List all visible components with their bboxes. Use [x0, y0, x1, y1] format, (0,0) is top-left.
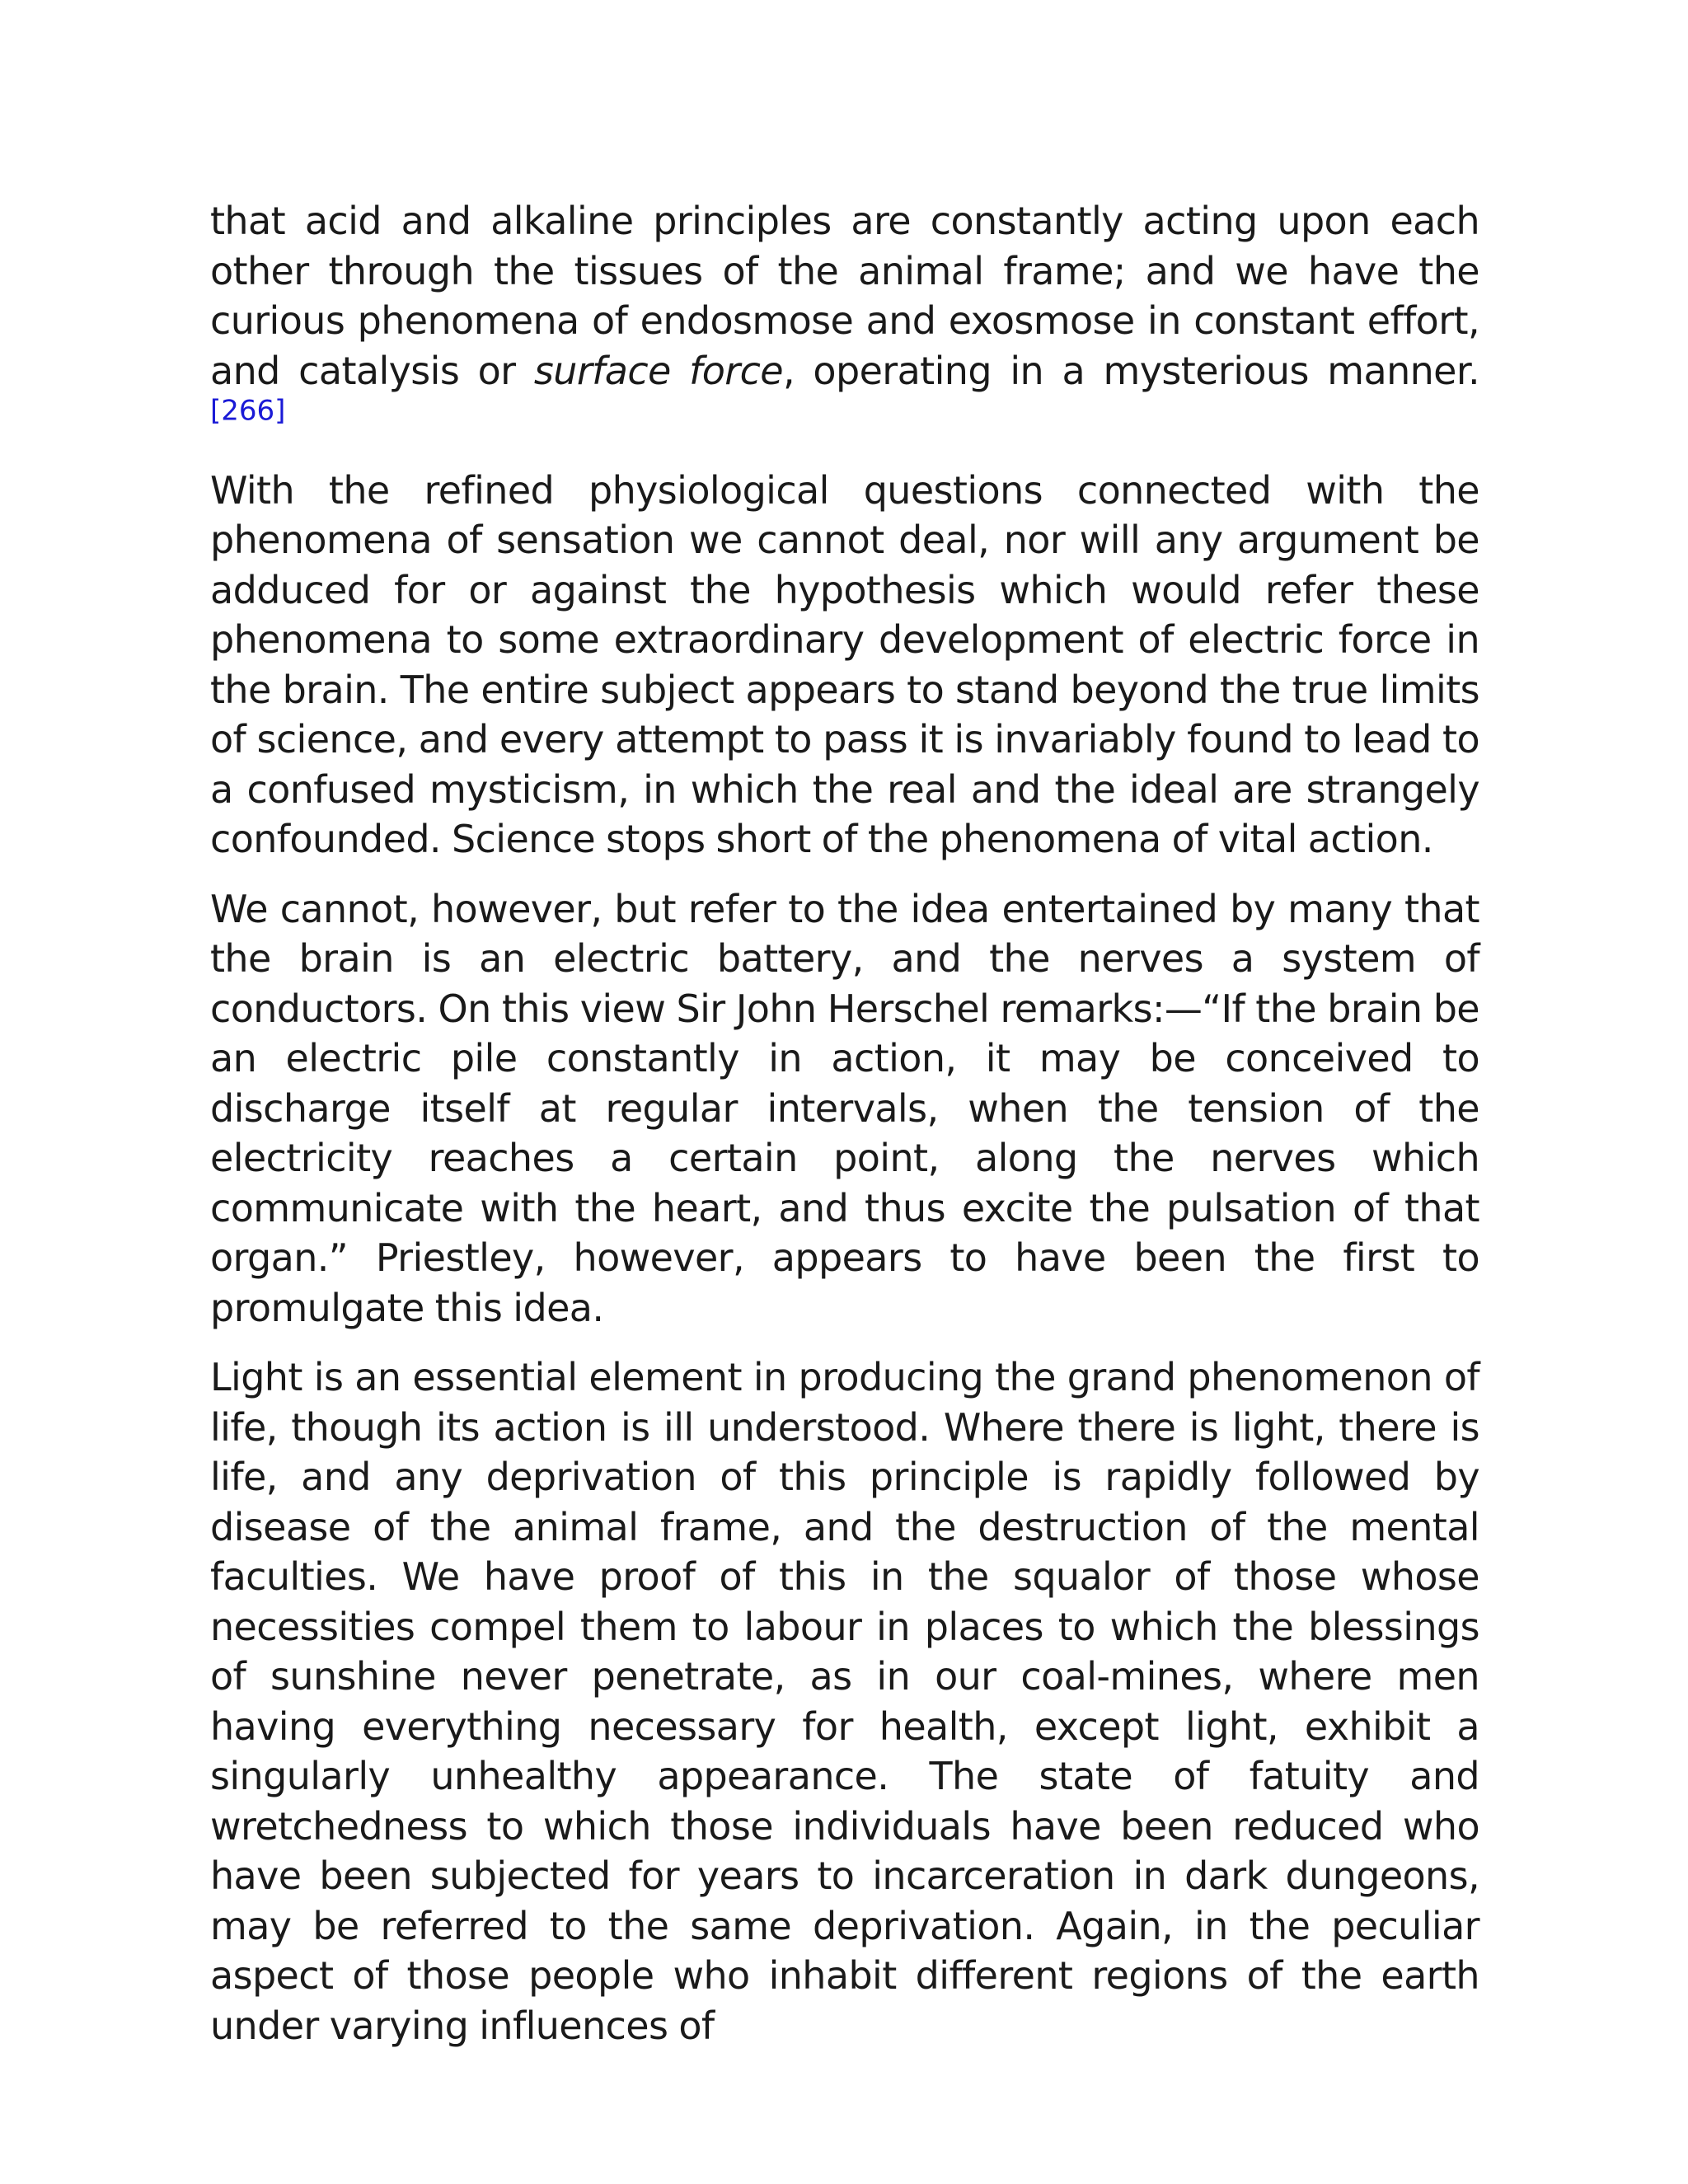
paragraph-1	[210, 196, 1479, 446]
paragraph-1-text-end: , operating in a mysterious manner.	[782, 348, 1479, 393]
paragraph-2: With the refined physiological questions connected with the phenomena of sensation we cannot deal, nor will any argument be adduced for or against the hypothesis which would refer these phenomena to some extraordinary development of electric force in the brain. The entire subject appears to stand beyond the true limits of science, and every attempt to pass it is invariably found to lead to a confused mysticism, in which the real and the ideal are strangely confounded. Science stops short of the phenomena of vital action.	[210, 467, 1479, 861]
italic-phrase: surface force	[533, 348, 783, 393]
paragraph-4: Light is an essential element in producing the grand phenomenon of life, though its action is ill understood. Where there is light, there is life, and any deprivation of this principle is rapidly followed by disease of the animal frame, and the destruction of the mental faculties. We have proof of this in the squalor of those whose necessities compel them to labour in places to which the blessings of sunshine never penetrate, as in our coal-mines, where men having everything necessary for health, except light, exhibit a singularly unhealthy appearance. The state of fatuity and wretchedness to which those individuals have been reduced who have been subjected for years to incarceration in dark dungeons, may be referred to the same deprivation. Again, in the peculiar aspect of those people who inhabit different regions of the earth under varying influences of	[210, 1355, 1479, 2048]
page-body	[210, 196, 1479, 2070]
footnote-link[interactable]: [266]	[210, 394, 286, 428]
paragraph-3: We cannot, however, but refer to the idea entertained by many that the brain is an electric battery, and the nerves a system of conductors. On this view Sir John Herschel remarks:—“If the brain be an electric pile constantly in action, it may be conceived to discharge itself at regular intervals, when the tension of the electricity reaches a certain point, along the nerves which communicate with the heart, and thus excite the pulsation of that organ.” Priestley, however, appears to have been the first to promulgate this idea.	[210, 886, 1479, 1330]
paragraph-1-text-start: that acid and alkaline principles are constantly acting upon each other through the tissues of the animal frame; and we have the curious phenomena of endosmose and exosmose in constant effort, and catalysis or	[210, 199, 1479, 393]
